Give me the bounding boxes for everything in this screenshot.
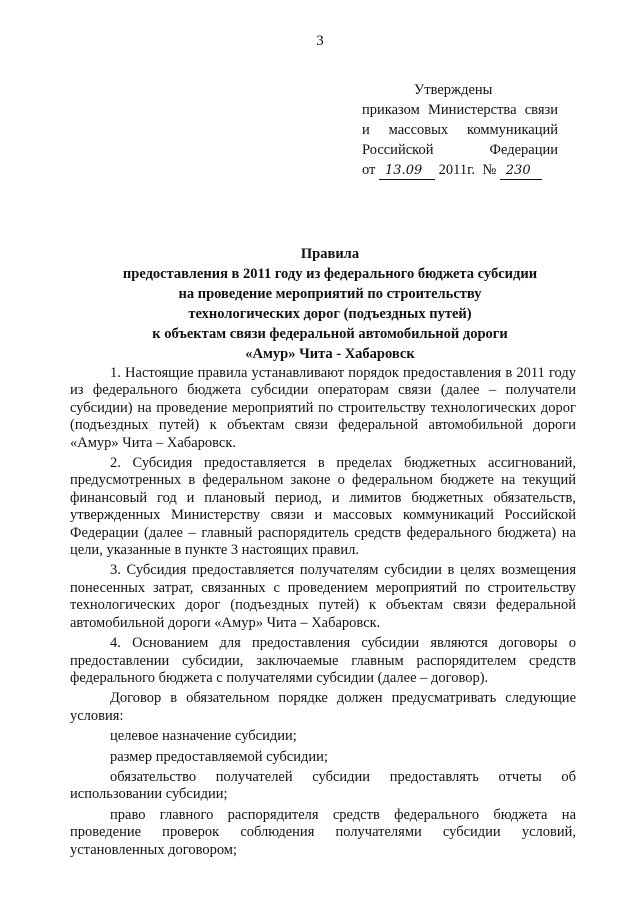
handwritten-date: 13.09 (379, 163, 435, 180)
document-title (60, 244, 600, 364)
approval-date-line (362, 160, 558, 180)
approval-line-communications: и массовых коммуникаций (362, 122, 558, 138)
date-prefix: от (362, 162, 376, 178)
handwritten-order-number: 230 (500, 163, 542, 180)
condition-item-3: обязательство получателей субсидии предоставлять отчеты об использовании субсидии; (70, 768, 576, 803)
approval-stamp-block (362, 80, 558, 180)
paragraph-5: Договор в обязательном порядке должен предусматривать следующие условия: (70, 690, 576, 724)
approval-heading: Утверждены (414, 82, 493, 98)
paragraph-1: 1. Настоящие правила устанавливают порядок предоставления в 2011 году из федерального бюджета субсидии операторам связи (далее – получатели субсидии) на проведение мероприятий по строительству технологических дорог (подъездных путей) к объектам связи федеральной автомобильной дороги «Амур» Чита – Хабаровск. (70, 365, 576, 451)
page-number: 3 (316, 33, 324, 49)
condition-item-4: право главного распорядителя средств федерального бюджета на проведение проверок соблюдения получателями субсидии условий, установленных договором; (70, 806, 576, 858)
approval-line-ministry: приказом Министерства связи (362, 102, 558, 118)
title-line-6: «Амур» Чита - Хабаровск (245, 346, 415, 362)
date-year: 2011г. (438, 162, 476, 178)
document-body (70, 365, 576, 862)
condition-item-2: размер предоставляемой субсидии; (110, 748, 328, 765)
title-line-2: предоставления в 2011 году из федерального бюджета субсидии (122, 266, 538, 282)
title-line-4: технологических дорог (подъездных путей) (188, 306, 472, 322)
title-line-1: Правила (300, 246, 360, 262)
condition-item-1: целевое назначение субсидии; (110, 728, 297, 745)
paragraph-3: 3. Субсидия предоставляется получателям субсидии в целях возмещения понесенных затрат, связанных с проведением мероприятий по строительству технологических дорог (подъездных путей) к объектам связи федеральной автомобильной дороги «Амур» Чита – Хабаровск. (70, 562, 576, 631)
paragraph-4: 4. Основанием для предоставления субсидии являются договоры о предоставлении субсидии, заключаемые главным распорядителем средств федерального бюджета с получателями субсидии (далее – договор). (70, 635, 576, 686)
title-line-3: на проведение мероприятий по строительству (178, 286, 482, 302)
number-sign: № (482, 162, 497, 178)
approval-line-federation: Российской Федерации (362, 142, 558, 158)
paragraph-2: 2. Субсидия предоставляется в пределах бюджетных ассигнований, предусмотренных в федеральном законе о федеральном бюджете на текущий финансовый год и плановый период, и лимитов бюджетных обязательств, утвержденных Министерству связи и массовых коммуникаций Российской Федерации (далее – главный распорядитель средств федерального бюджета) на цели, указанные в пункте 3 настоящих правил. (70, 455, 576, 559)
title-line-5: к объектам связи федеральной автомобильной дороги (152, 326, 508, 342)
